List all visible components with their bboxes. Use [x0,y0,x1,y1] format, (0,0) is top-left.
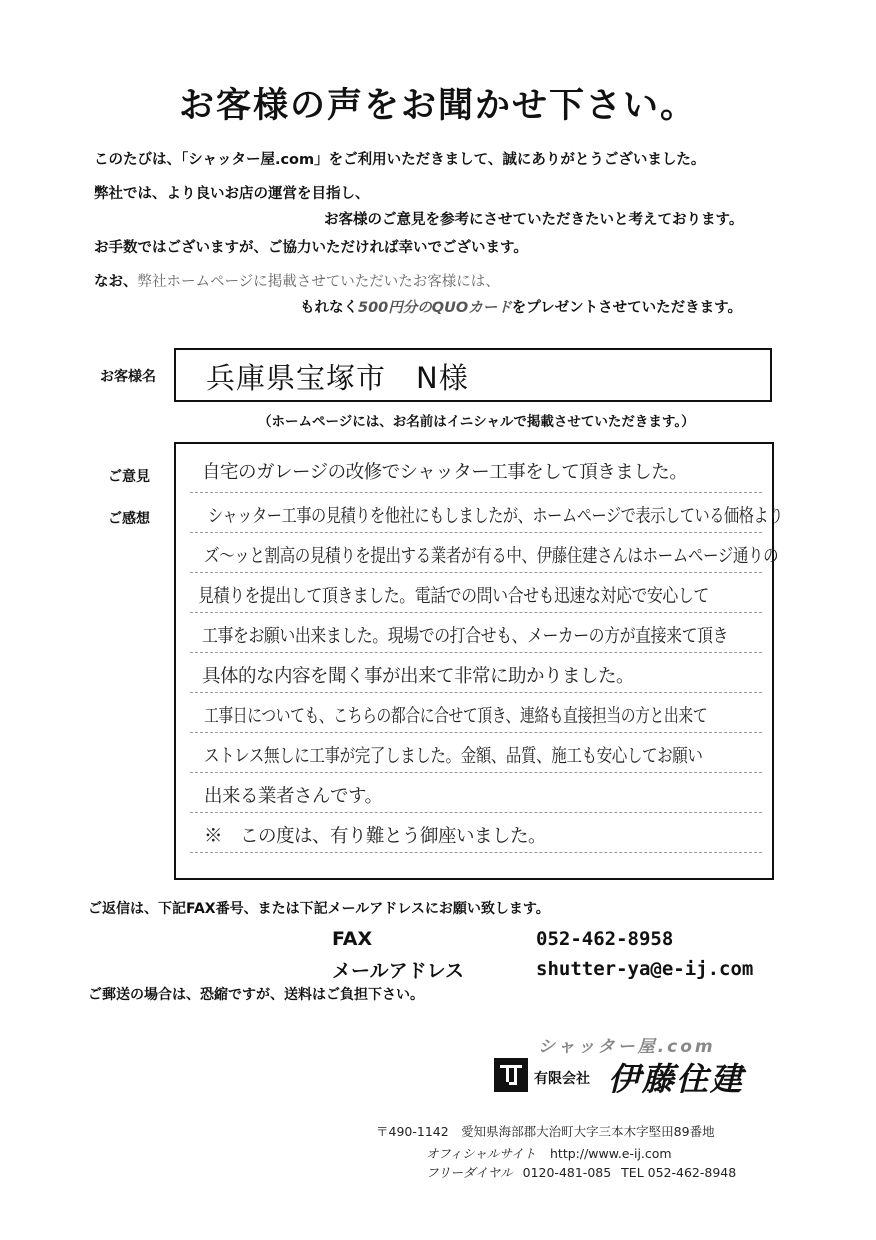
comment-line: ストレス無しに工事が完了しました。金額、品質、施工も安心してお願い [204,746,703,767]
company-logo-glyph [498,1062,524,1088]
impression-label: ご感想 [108,511,150,527]
company-logo-icon [494,1058,528,1092]
tel-number: 052-462-8948 [647,1165,737,1180]
comment-line: シャッター工事の見積りを他社にもしましたが、ホームページで表示している価格より [208,506,784,527]
fax-label: FAX [332,928,373,950]
comment-line: ズ～ッと割高の見積りを提出する業者が有る中、伊藤住建さんはホームページ通りの [204,546,779,567]
initials-note: （ホームページには、お名前はイニシャルで掲載させていただきます。） [258,414,695,430]
intro-line-5 [94,270,500,291]
phone-line [426,1163,736,1181]
ruled-line [190,532,762,533]
intro-line-1: このたびは、「シャッター屋.com」をご利用いただきまして、誠にありがとうございました。 [94,152,706,168]
comment-line: 工事をお願い出来ました。現場での打合せも、メーカーの方が直接来て頂き [202,626,729,647]
ruled-line [190,692,762,693]
website-label: オフィシャルサイト [426,1146,537,1161]
tel-label: TEL [621,1165,644,1180]
customer-name-label: お客様名 [100,369,156,385]
ruled-line [190,612,762,613]
website-line [426,1144,672,1162]
ruled-line [190,732,762,733]
customer-name-field [174,348,772,402]
company-type: 有限会社 [534,1071,590,1087]
intro-line-6 [300,296,742,317]
intro-line-4: お手数ではございますが、ご協力いただければ幸いでございます。 [94,240,528,256]
comment-line: ※ この度は、有り難とう御座いました。 [204,826,547,847]
comment-box [174,442,784,880]
page-title: お客様の声をお聞かせ下さい。 [178,86,697,126]
reply-instructions: ご返信は、下記FAX番号、または下記メールアドレスにお願い致します。 [88,901,550,917]
customer-name-value: 兵庫県宝塚市 N様 [206,361,469,395]
email-address: shutter-ya@e-ij.com [536,958,754,980]
intro-line-6-suffix: をプレゼントさせていただきます。 [511,300,742,316]
site-brand-logo: シャッター屋.com [538,1037,716,1057]
intro-line-2: 弊社では、より良いお店の運営を目指し、 [94,186,370,202]
ruled-line [190,492,762,493]
company-name: 伊藤住建 [608,1060,745,1098]
ruled-line [190,852,762,853]
ruled-line [190,652,762,653]
fax-number: 052-462-8958 [536,928,674,950]
comment-line: 出来る業者さんです。 [204,786,383,807]
website-link[interactable]: http://www.e-ij.com [550,1146,672,1161]
comment-line: 具体的な内容を聞く事が出来て非常に助かりました。 [202,666,635,687]
comment-line: 工事日についても、こちらの都合に合せて頂き、連絡も直接担当の方と出来て [204,706,708,727]
ruled-line [190,772,762,773]
intro-line-5-body: 弊社ホームページに掲載させていただいたお客様には、 [137,274,500,290]
opinion-label: ご意見 [108,469,150,485]
freedial-label: フリーダイヤル [426,1165,513,1180]
company-address: 〒490-1142 愛知県海部郡大治町大字三本木字堅田89番地 [376,1124,715,1139]
intro-line-6-prefix: もれなく [300,300,358,316]
ruled-line [190,812,762,813]
quo-card-text: 500円分のQUOカード [358,300,512,316]
postal-note: ご郵送の場合は、恐縮ですが、送料はご負担下さい。 [88,987,424,1003]
intro-line-5-prefix: なお、 [94,274,138,290]
email-label: メールアドレス [332,960,465,982]
ruled-line [190,572,762,573]
comment-line: 見積りを提出して頂きました。電話での問い合せも迅速な対応で安心して [198,586,709,607]
freedial-number: 0120-481-085 [522,1165,612,1180]
comment-line: 自宅のガレージの改修でシャッター工事をして頂きました。 [202,462,688,483]
intro-line-3: お客様のご意見を参考にさせていただきたいと考えております。 [324,212,744,228]
